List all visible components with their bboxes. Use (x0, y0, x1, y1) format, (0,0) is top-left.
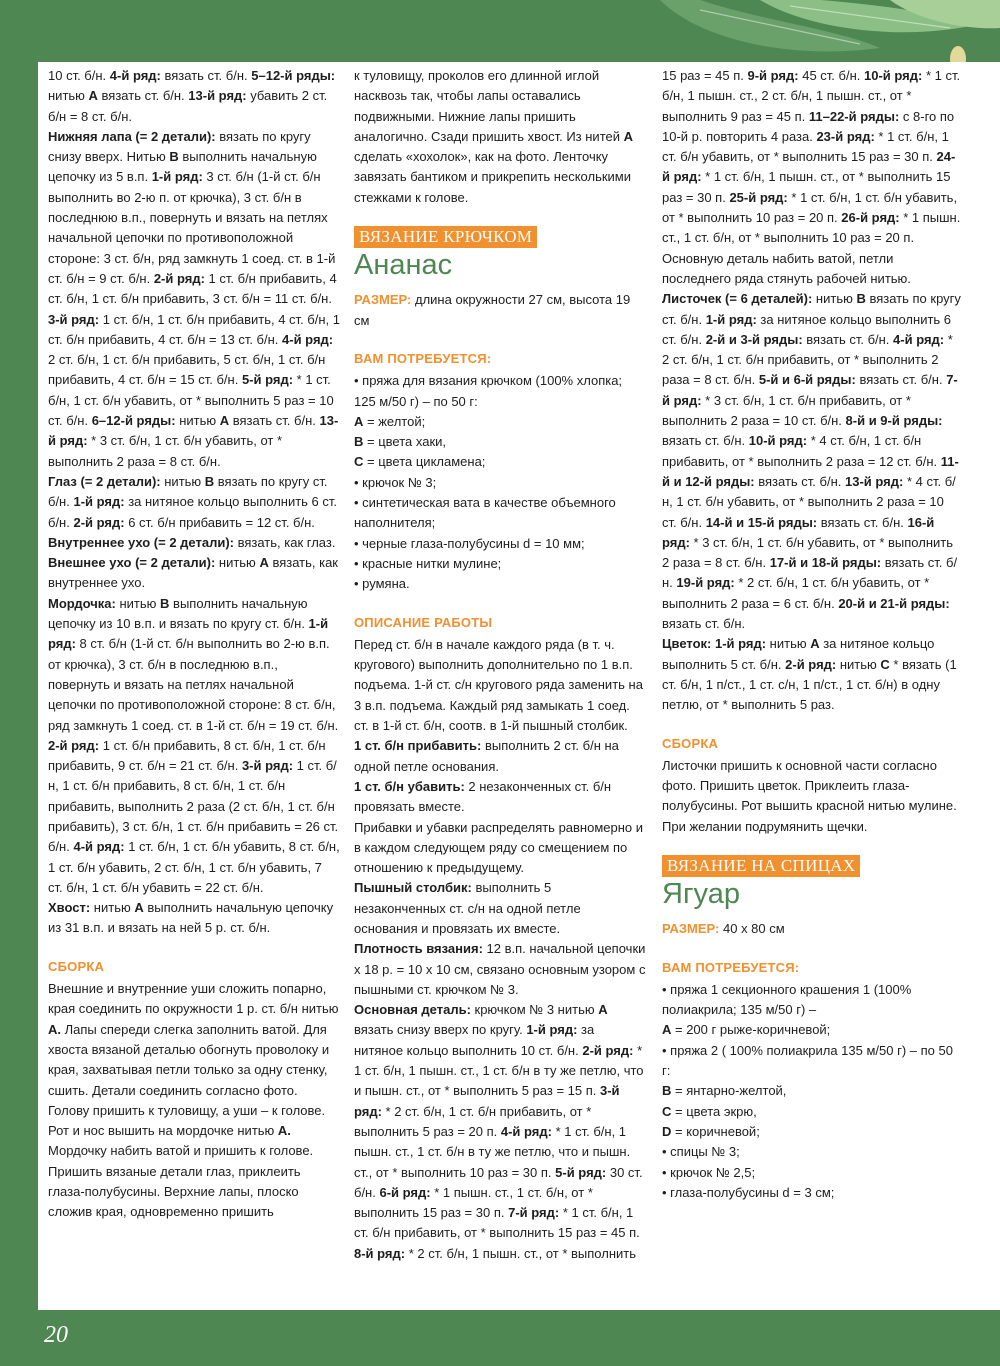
text: * 1 пышн. ст., 1 ст. б/н, от * выполнить 10 раз = 20 п. Основную деталь набить ватой, петли последнего ряда стянуть рабочей нитью. (662, 210, 961, 286)
bold-text: А. (277, 1123, 291, 1139)
bold-text: 5-й и 6-й ряды: (758, 372, 856, 388)
bold-text: 24-й ряд: (662, 149, 956, 185)
text: * 1 ст. б/н, 1 пышн. ст., 1 ст. б/н в ту же петлю, что и пышн. ст., от * выполнить 5 раз = 15 п. (354, 1042, 644, 1099)
paragraph-inner-ear (48, 533, 340, 553)
text: нитью (160, 473, 205, 489)
text: выполнить начальную цепочку из 31 в.п. и вязать на ней 5 р. ст. б/н. (48, 900, 334, 936)
list-item (354, 473, 646, 493)
list-item (354, 452, 646, 472)
bold-text: Внешнее ухо (= 2 детали): (48, 555, 216, 571)
text: * 2 ст. б/н, 1 пышн. ст., от * выполнить (405, 1245, 637, 1261)
column-2 (354, 66, 646, 1264)
text: нитью (836, 656, 881, 672)
section-title-jaguar: Ягуар (662, 878, 740, 911)
text: за нитяное кольцо выполнить 6 ст. б/н. (48, 494, 338, 530)
page-number: 20 (44, 1322, 68, 1348)
paragraph (354, 635, 646, 736)
paragraph (354, 736, 646, 777)
bold-text: 3-й ряд: (354, 1083, 620, 1119)
materials-list (662, 980, 962, 1203)
list-item (354, 534, 646, 554)
text: = цвета цикламена; (363, 454, 486, 470)
materials-heading: ВАМ ПОТРЕБУЕТСЯ: (354, 350, 492, 366)
paragraph-outer-ear (48, 553, 340, 594)
list-item (662, 1041, 962, 1082)
text: * 1 ст. б/н, 1 ст. б/н прибавить, от * выполнить 15 раз = 45 п. (354, 1205, 640, 1241)
paragraph (354, 777, 646, 818)
paragraph-assembly (48, 979, 340, 1223)
text: вязать ст. б/н. (817, 514, 908, 530)
text: * 1 ст. б/н, 1 пышн. ст., 2 ст. б/н, 1 пышн. ст., от * выполнить 9 раз = 45 п. (662, 68, 961, 124)
text: нитью (812, 291, 857, 307)
text: вязать по кругу снизу вверх. Нитью (48, 128, 311, 165)
bold-text: В (662, 1083, 672, 1099)
text: нитью (766, 636, 811, 652)
list-item (662, 1142, 962, 1162)
size-line (662, 919, 962, 939)
bold-text: А (259, 555, 269, 571)
text: • крючок № 2,5; (662, 1164, 756, 1180)
paragraph (354, 878, 646, 939)
paragraph-tail (48, 898, 340, 939)
bold-text: 16-й ряд: (662, 514, 935, 550)
text: Лапы спереди слегка заполнить ватой. Для хвоста вязаной деталью обогнуть проволоку и края, захватывая петли только за одну стенку, сшить. Детали соединить согласно фото. Голову пришить к туловищу, а уши – к голове. Рот и нос вышить на мордочке нитью (48, 1021, 330, 1139)
text: = цвета экрю, (671, 1103, 757, 1119)
bold-text: А. (48, 1021, 61, 1037)
text: вязать ст. б/н. (754, 473, 845, 489)
bold-text: В (160, 595, 170, 611)
bold-text: Мордочка: (48, 595, 116, 611)
list-item (354, 412, 646, 432)
bold-text: 14-й и 15-й ряды: (705, 514, 818, 530)
bold-text: 17-й и 18-й ряды: (769, 555, 882, 571)
text: за нитяное кольцо выполнить 6 ст. б/н. (662, 311, 952, 347)
text: * 3 ст. б/н, 1 ст. б/н убавить, от * выполнить 2 раза = 8 ст. б/н. (662, 534, 953, 571)
text: * 1 ст. б/н, 1 ст. б/н убавить, от * выполнить 15 раз = 30 п. (662, 128, 949, 165)
text: 1 ст. б/н прибавить, 4 ст. б/н, 1 ст. б/н прибавить, 3 ст. б/н = 11 ст. б/н. (48, 270, 337, 307)
bold-text: В (354, 434, 364, 450)
bold-text: 4-й ряд: (73, 839, 125, 855)
bold-text: 1-й ряд: (526, 1022, 578, 1038)
bold-text: 1-й ряд: (705, 311, 757, 327)
paragraph-assembly (662, 756, 962, 837)
text: * 1 пышн. ст., 1 ст. б/н, от * выполнить 15 раз = 30 п. (354, 1184, 593, 1221)
text: вязать ст. б/н. (802, 331, 894, 347)
text: 1 ст. б/н, 1 ст. б/н прибавить, 4 ст. б/н, 1 ст. б/н прибавить, 4 ст. б/н = 13 ст. б/н. (48, 311, 340, 347)
text: 6 ст. б/н прибавить = 12 ст. б/н. (124, 514, 315, 530)
list-item (354, 554, 646, 574)
text: * 2 ст. б/н, 1 ст. б/н прибавить, от * выполнить 2 раза = 8 ст. б/н. (662, 331, 953, 388)
section-tag-knitting: ВЯЗАНИЕ НА СПИЦАХ (662, 855, 860, 877)
bold-text: Внутреннее ухо (= 2 детали): (48, 534, 234, 550)
bold-text: 2-й ряд: (73, 514, 125, 530)
list-item (354, 371, 646, 412)
text: вязать по кругу ст. б/н. (662, 291, 961, 327)
bold-text: 2-й ряд: (153, 270, 205, 286)
list-item (354, 493, 646, 534)
paragraph-lower-paw (48, 127, 340, 472)
text: • пряжа для вязания крючком (100% хлопка; 125 м/50 г) – по 50 г: (354, 373, 623, 409)
text: • спицы № 3; (662, 1144, 740, 1160)
text: выполнить 5 незаконченных ст. с/н на одной петле основания и провязать их вместе. (354, 880, 581, 936)
bold-text: А (134, 900, 144, 916)
list-item (662, 1183, 962, 1203)
description-heading: ОПИСАНИЕ РАБОТЫ (354, 614, 493, 630)
bold-text: 8-й ряд: (354, 1245, 406, 1261)
bold-text: А (219, 413, 230, 429)
text: 2 ст. б/н, 1 ст. б/н прибавить, 5 ст. б/н, 1 ст. б/н прибавить, 4 ст. б/н = 15 ст. б/н. (48, 352, 326, 388)
list-item (662, 1081, 962, 1101)
bold-text: А (662, 1022, 672, 1038)
bold-text: Цветок: 1-й ряд: (662, 636, 767, 652)
paragraph (354, 818, 646, 879)
text: * 1 ст. б/н, 1 ст. б/н убавить, от * выполнить 5 раз = 10 ст. б/н. (48, 372, 334, 429)
text: к туловищу, проколов его длинной иглой насквозь так, чтобы лапы оставались подвижными. Нижние лапы пришить аналогично. Сзади пришить хвост. Из нитей (354, 68, 624, 144)
text: Прибавки и убавки распределять равномерно и в каждом следующем ряду со смещением по отношению к предыдущему. (354, 819, 644, 876)
text: 12 в.п. начальной цепочки x 18 р. = 10 x 10 см, связано основным узором с пышными ст. крючком № 3. (354, 941, 646, 997)
paragraph (354, 66, 646, 208)
size-text: 40 x 80 см (719, 921, 785, 937)
bold-text: 6-й ряд: (379, 1184, 431, 1200)
list-item (662, 980, 962, 1021)
text: вязать снизу вверх по кругу. (354, 1022, 527, 1038)
bold-text: Листочек (= 6 деталей): (662, 291, 813, 307)
bold-text: С (354, 454, 364, 470)
bold-text: 1-й ряд: (48, 616, 329, 652)
bold-text: 1 ст. б/н прибавить: (354, 738, 482, 754)
text: = 200 г рыже-коричневой; (671, 1022, 831, 1038)
text: нитью (175, 413, 220, 429)
bold-text: В (856, 291, 866, 307)
text: * 1 ст. б/н, 1 пышн. ст., 1 ст. б/н в ту же петлю, что и пышн. ст., от * выполнить 10 раз = 30 п. (354, 1123, 631, 1180)
bold-text: А (354, 413, 364, 429)
text: 1 ст. б/н, 1 ст. б/н прибавить, 8 ст. б/н, 1 ст. б/н прибавить, выполнить 2 раза (2 ст. б/н, 1 ст. б/н прибавить), 3 ст. б/н, 1 ст. б/н прибавить = 26 ст. б/н. (48, 758, 339, 855)
text: за нитяное кольцо выполнить 10 ст. б/н. (354, 1022, 595, 1058)
bold-text: 1-й ряд: (151, 169, 203, 185)
bold-text: 2-й и 3-й ряды: (705, 331, 803, 347)
text: вязать ст. б/н. (160, 68, 252, 83)
paragraph-leaf (662, 289, 962, 634)
bold-text: 25-й ряд: (729, 189, 788, 205)
text: нитью (215, 555, 260, 571)
bold-text: Пышный столбик: (354, 880, 472, 896)
text: вязать, как внутреннее ухо. (48, 555, 338, 591)
text: • глаза-полубусины d = 3 см; (662, 1184, 835, 1200)
bold-text: 6–12-й ряды: (91, 413, 176, 429)
text: вязать ст. б/н. (855, 372, 947, 388)
bold-text: D (662, 1123, 672, 1139)
bold-text: 2-й ряд: (785, 656, 837, 672)
text: убавить 2 ст. б/н = 8 ст. б/н. (48, 88, 328, 124)
text: 1 ст. б/н, 1 ст. б/н убавить, 8 ст. б/н, 1 ст. б/н убавить, 2 ст. б/н, 1 ст. б/н убавить, 7 ст. б/н, 1 ст. б/н убавить = 22 ст. б/н. (48, 839, 340, 895)
text: 45 ст. б/н. (798, 68, 864, 83)
bold-text: С (880, 656, 890, 672)
paragraph (662, 66, 962, 289)
text: Перед ст. б/н в начале каждого ряда (в т. ч. кругового) выполнить дополнительно по 1 в.п. подъема. 1-й ст. с/н кругового ряда заменить на 3 в.п. подъема. Каждый ряд замыкать 1 соед. ст. в 1-й ст. б/н, соотв. в 1-й пышный столбик. (354, 636, 643, 734)
text: • пряжа 1 секционного крашения 1 (100% полиакрила; 135 м/50 г) – (662, 981, 912, 1018)
bold-text: 7-й ряд: (508, 1205, 560, 1221)
text: нитью (115, 595, 161, 611)
size-line (354, 290, 646, 331)
text: • красные нитки мулине; (354, 555, 502, 571)
text: сделать «хохолок», как на фото. Ленточку завязать бантиком и прикрепить несколькими стежками к голове. (354, 149, 632, 205)
bold-text: 4-й ряд: (893, 331, 945, 347)
section-title-pineapple: Ананас (354, 249, 453, 282)
text: крючком № 3 нитью (470, 1002, 599, 1018)
bold-text: 2-й ряд: (48, 737, 100, 753)
bold-text: В (204, 473, 215, 489)
text: * 3 ст. б/н, 1 ст. б/н прибавить, от * выполнить 2 раза = 10 ст. б/н. (662, 392, 911, 429)
list-item (354, 574, 646, 594)
bold-text: А (88, 88, 98, 104)
text: Мордочку набить ватой и пришить к голове. Пришить вязаные детали глаз, приклеить глаза-полубусины. Верхние лапы, плоско сложив края, одновременно пришить (48, 1143, 314, 1220)
magazine-page (38, 62, 1000, 1310)
text: * 4 ст. б/н, 1 ст. б/н прибавить, от * выполнить 2 раза = 12 ст. б/н. (662, 433, 941, 469)
column-1 (48, 66, 340, 1223)
text: нитью (48, 88, 89, 104)
bold-text: В (169, 149, 179, 165)
bold-text: 5-й ряд: (241, 372, 294, 388)
bold-text: А (623, 128, 633, 144)
size-text: длина окружности 27 см, высота 19 см (354, 292, 631, 328)
paragraph (354, 939, 646, 1000)
text: 15 раз = 45 п. (662, 68, 748, 83)
bold-text: 4-й ряд: (282, 331, 334, 347)
text: вязать ст. б/н. (97, 88, 189, 104)
text: • пряжа 2 ( 100% полиакрила 135 м/50 г) – по 50 г: (662, 1042, 953, 1079)
assembly-heading: СБОРКА (48, 958, 105, 974)
text: вязать ст. б/н. (229, 413, 320, 429)
list-item (662, 1163, 962, 1183)
text: вязать ст. б/н. (662, 433, 749, 449)
text: • крючок № 3; (354, 474, 437, 490)
paragraph-flower (662, 634, 962, 715)
bold-text: Плотность вязания: (354, 941, 483, 957)
bold-text: 13-й ряд: (48, 413, 339, 449)
materials-heading: ВАМ ПОТРЕБУЕТСЯ: (662, 959, 800, 975)
text: * вязать (1 ст. б/н, 1 п/ст., 1 ст. с/н, 1 п/ст., 1 ст. б/н) в одну петлю, от * выполнить 5 раз. (662, 656, 957, 713)
column-3 (662, 66, 962, 1203)
paragraph-muzzle (48, 594, 340, 898)
bold-text: А (810, 636, 820, 652)
text: • синтетическая вата в качестве объемного наполнителя; (354, 495, 616, 531)
bold-text: Глаз (= 2 детали): (48, 473, 161, 489)
text: выполнить начальную цепочку из 5 в.п. (48, 149, 317, 185)
text: с 8-го по 10-й р. повторить 4 раза. (662, 108, 955, 144)
text: * 1 ст. б/н, 1 ст. б/н убавить, от * выполнить 10 раз = 20 п. (662, 189, 958, 226)
text: = желтой; (363, 413, 426, 429)
bold-text: 11–22-й ряды: (808, 108, 900, 124)
text: • черные глаза-полубусины d = 10 мм; (354, 535, 585, 551)
text: вязать, как глаз. (233, 534, 336, 550)
text: 3 ст. б/н (1-й ст. б/н выполнить во 2-ю п. от крючка), 3 ст. б/н в последнюю в.п., повернуть и вязать на петлях начальной цепочки по противоположной стороне: 3 ст. б/н, ряд замкнуть 1 соед. ст. в 1-й ст. б/н = 9 ст. б/н. (48, 169, 336, 286)
bold-text: 20-й и 21-й ряды: (838, 595, 950, 611)
text: 30 ст. б/н. (354, 1164, 643, 1200)
bold-text: 26-й ряд: (841, 210, 900, 226)
bold-text: 13-й ряд: (188, 88, 247, 104)
list-item (662, 1102, 962, 1122)
bold-text: 10-й ряд: (864, 68, 923, 83)
text: выполнить 2 ст. б/н на одной петле основания. (354, 738, 619, 774)
bold-text: 4-й ряд: (109, 68, 161, 83)
text: Листочки пришить к основной части согласно фото. Пришить цветок. Приклеить глаза-полубусины. Рот вышить красной нитью мулине. При желании подрумянить щечки. (662, 757, 957, 834)
list-item (662, 1020, 962, 1040)
text: = коричневой; (671, 1123, 760, 1139)
bold-text: А (598, 1002, 608, 1018)
text: * 2 ст. б/н, 1 ст. б/н прибавить, от * выполнить 5 раз = 20 п. (354, 1103, 592, 1139)
bold-text: 23-й ряд: (816, 128, 875, 144)
bold-text: 3-й ряд: (48, 311, 100, 327)
bold-text: С (662, 1103, 672, 1119)
paragraph-eye (48, 472, 340, 533)
bold-text: 13-й ряд: (845, 473, 904, 489)
bold-text: 3-й ряд: (241, 758, 294, 774)
size-label: РАЗМЕР: (662, 921, 720, 937)
paragraph (48, 66, 340, 127)
text: за нитяное кольцо выполнить 5 ст. б/н. (662, 636, 935, 672)
text: * 3 ст. б/н, 1 ст. б/н убавить, от * выполнить 2 раза = 8 ст. б/н. (48, 433, 283, 469)
text: нитью (90, 900, 135, 916)
materials-list (354, 371, 646, 594)
text: 1 ст. б/н прибавить, 8 ст. б/н, 1 ст. б/н прибавить, 9 ст. б/н = 21 ст. б/н. (48, 737, 326, 774)
bold-text: 2-й ряд: (582, 1042, 634, 1058)
text: 10 ст. б/н. (48, 68, 110, 83)
bold-text: 4-й ряд: (500, 1123, 552, 1139)
bold-text: 8-й и 9-й ряды: (845, 413, 943, 429)
bold-text: 5-й ряд: (555, 1164, 607, 1180)
assembly-heading: СБОРКА (662, 735, 719, 751)
bold-text: Основная деталь: (354, 1002, 471, 1018)
text: * 4 ст. б/н, 1 ст. б/н убавить, от * выполнить 2 раза = 10 ст. б/н. (662, 473, 956, 530)
list-item (354, 432, 646, 452)
bold-text: 11-й и 12-й ряды: (662, 453, 959, 489)
text: 2 незаконченных ст. б/н провязать вместе. (354, 778, 612, 815)
bold-text: 1-й ряд: (73, 494, 125, 510)
bold-text: 5–12-й ряды: (251, 68, 336, 83)
text: вязать ст. б/н. (662, 555, 958, 591)
bold-text: 10-й ряд: (748, 433, 808, 449)
text: = янтарно-желтой, (671, 1083, 787, 1099)
text: вязать ст. б/н. (662, 616, 746, 632)
text: * 2 ст. б/н, 1 ст. б/н убавить, от * выполнить 2 раза = 6 ст. б/н. (662, 575, 930, 611)
text: 8 ст. б/н (1-й ст. б/н выполнить во 2-ю в.п. от крючка), 3 ст. б/н в последнюю в.п., повернуть и вязать на петлях начальной цепочки по противоположной стороне: 8 ст. б/н, ряд замкнуть 1 соед. ст. в 1-й ст. б/н = 19 ст. б/н. (48, 636, 339, 733)
bold-text: 9-й ряд: (747, 68, 799, 83)
section-tag-crochet: ВЯЗАНИЕ КРЮЧКОМ (354, 226, 537, 248)
text: выполнить начальную цепочку из 10 в.п. и вязать по кругу ст. б/н. (48, 595, 309, 632)
bold-text: Нижняя лапа (= 2 детали): (48, 128, 216, 144)
text: = цвета хаки, (363, 434, 447, 450)
bold-text: 1 ст. б/н убавить: (354, 778, 465, 794)
text: Внешние и внутренние уши сложить попарно, края соединить по окружности 1 р. ст. б/н нитью (48, 981, 339, 1017)
paragraph-main-part (354, 1000, 646, 1264)
list-item (662, 1122, 962, 1142)
size-label: РАЗМЕР: (354, 292, 412, 308)
text: • румяна. (354, 576, 410, 592)
bold-text: 19-й ряд: (676, 575, 735, 591)
bold-text: Хвост: (48, 900, 91, 916)
text: вязать по кругу ст. б/н. (48, 473, 328, 510)
bold-text: 7-й ряд: (662, 372, 958, 408)
text: * 1 ст. б/н, 1 пышн. ст., от * выполнить 15 раз = 30 п. (662, 169, 951, 205)
